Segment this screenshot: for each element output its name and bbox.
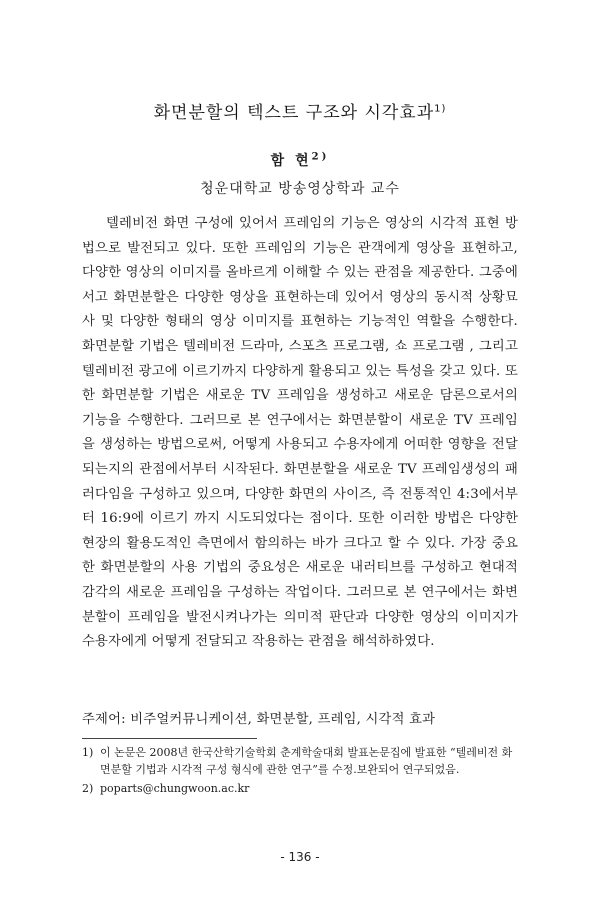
footnote-2-email-link[interactable]: poparts@chungwoon.ac.kr	[100, 782, 250, 795]
paper-title-text: 화면분할의 텍스트 구조와 시각효과	[153, 103, 435, 123]
keywords-line: 주제어: 비주얼커뮤니케이션, 화면분할, 프레임, 시각적 효과	[82, 712, 436, 727]
footnote-1-text: 이 논문은 2008년 한국산학기술학회 춘계학술대회 발표논문집에 발표한 “텔레비전 화면분할 기법과 시각적 구성 형식에 관한 연구”를 수정.보완되어 연구되었음.	[100, 746, 513, 776]
paper-title	[0, 98, 600, 123]
author-name	[0, 150, 600, 170]
page-number: - 136 -	[280, 850, 320, 864]
footnote-2	[82, 780, 518, 797]
footnote-2-mark: 2)	[82, 782, 94, 795]
abstract-paragraph: 텔레비전 화면 구성에 있어서 프레임의 기능은 영상의 시각적 표현 방법으로 발전되고 있다. 또한 프레임의 기능은 관객에게 영상을 표현하고, 다양한 영상의 이미지를 올바르게 이해할 수 있는 관점을 제공한다. 그중에서고 화면분할은 다양한 영상을 표현하는데 있어서 영상의 동시적 상황묘사 및 다양한 형태의 영상 이미지를 표현하는 기능적인 역할을 수행한다. 화면분할 기법은 텔레비전 드라마, 스포츠 프로그램, 쇼 프로그램 , 그리고 텔레비전 광고에 이르기까지 다양하게 활용되고 있는 특성을 갖고 있다. 또한 화면분할 기법은 새로운 TV 프레임을 생성하고 새로운 담론으로서의 기능을 수행한다. 그러므로 본 연구에서는 화면분할이 새로운 TV 프레임을 생성하는 방법으로써, 어떻게 사용되고 수용자에게 어떠한 영향을 전달되는지의 관점에서부터 시작된다. 화면분할을 새로운 TV 프레임생성의 패러다임을 구성하고 있으며, 다양한 화면의 사이즈, 즉 전통적인 4:3에서부터 16:9에 이르기 까지 시도되었다는 점이다. 또한 이러한 방법은 다양한 현장의 활용도적인 측면에서 함의하는 바가 크다고 할 수 있다. 가장 중요한 화면분할의 사용 기법의 중요성은 새로운 내러티브를 구성하고 현대적 감각의 새로운 프레임을 구성하는 작업이다. 그러므로 본 연구에서는 화변분할이 프레임을 발전시켜나가는 의미적 판단과 다양한 영상의 이미지가 수용자에게 어떻게 전달되고 작용하는 관점을 해석하하였다.	[82, 216, 518, 650]
footnote-1	[82, 744, 518, 778]
title-footnote-mark[interactable]: 1)	[434, 103, 447, 115]
footnotes-section	[82, 744, 518, 797]
footnote-divider	[82, 738, 257, 739]
author-name-text: 함 현	[270, 153, 312, 169]
author-footnote-mark[interactable]: 2)	[311, 151, 330, 163]
footnote-1-mark: 1)	[82, 746, 94, 759]
author-affiliation: 청운대학교 방송영상학과 교수	[200, 181, 400, 197]
